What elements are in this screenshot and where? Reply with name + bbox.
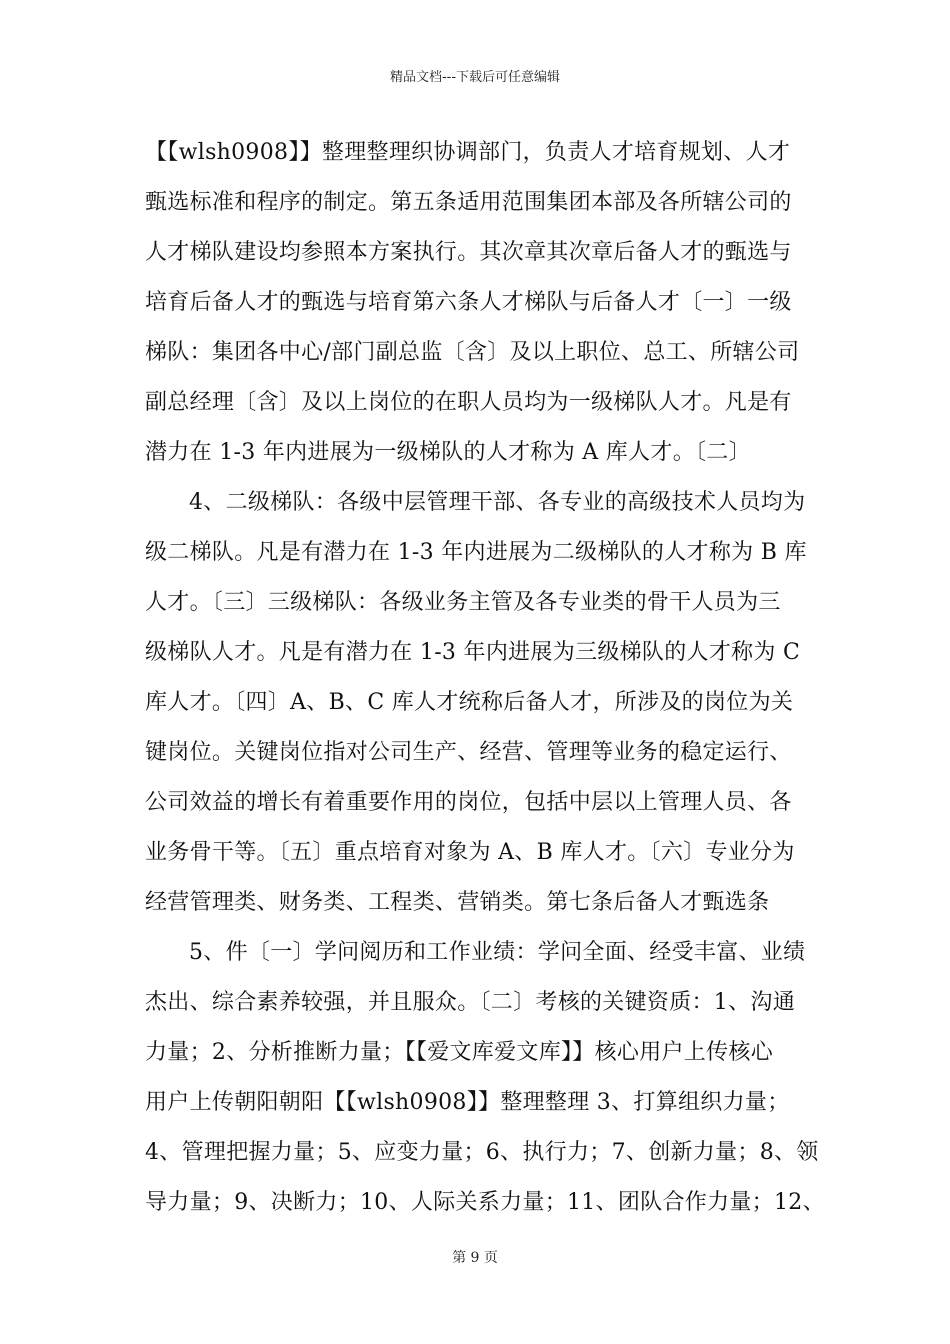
text-line: 潜力在 1-3 年内进展为一级梯队的人才称为 A 库人才。〔二〕 [145, 440, 751, 465]
text-line: 级二梯队。凡是有潜力在 1-3 年内进展为二级梯队的人才称为 B 库 [145, 540, 807, 565]
text-line: 4、管理把握力量；5、应变力量；6、执行力；7、创新力量；8、领 [145, 1140, 819, 1165]
text-line: 用户上传朝阳朝阳【【wlsh0908】】整理整理 3、打算组织力量； [145, 1090, 790, 1115]
text-line: 级梯队人才。凡是有潜力在 1-3 年内进展为三级梯队的人才称为 C [145, 640, 801, 665]
text-line: 培育后备人才的甄选与培育第六条人才梯队与后备人才〔一〕一级 [145, 290, 792, 315]
text-line: 经营管理类、财务类、工程类、营销类。第七条后备人才甄选条 [145, 890, 770, 915]
text-line: 导力量；9、决断力；10、人际关系力量；11、团队合作力量；12、 [145, 1190, 825, 1215]
text-line: 公司效益的增长有着重要作用的岗位，包括中层以上管理人员、各 [145, 790, 792, 815]
text-line: 力量；2、分析推断力量；【【爱文库爱文库】】核心用户上传核心 [145, 1040, 773, 1065]
text-line: 梯队：集团各中心/部门副总监〔含〕及以上职位、总工、所辖公司 [145, 340, 800, 365]
page-number: 第 9 页 [452, 1250, 498, 1266]
paragraph-start-line: 5、件〔一〕学问阅历和工作业绩：学问全面、经受丰富、业绩 [189, 940, 806, 965]
text-line: 副总经理〔含〕及以上岗位的在职人员均为一级梯队人才。凡是有 [145, 390, 792, 415]
text-line: 业务骨干等。〔五〕重点培育对象为 A、B 库人才。〔六〕专业分为 [145, 840, 795, 865]
text-line: 人才梯队建设均参照本方案执行。其次章其次章后备人才的甄选与 [145, 240, 792, 265]
text-line: 键岗位。关键岗位指对公司生产、经营、管理等业务的稳定运行、 [145, 740, 792, 765]
text-line: 【【wlsh0908】】整理整理织协调部门，负责人才培育规划、人才 [145, 140, 791, 165]
text-line: 库人才。〔四〕A、B、C 库人才统称后备人才，所涉及的岗位为关 [145, 690, 794, 715]
text-line: 人才。〔三〕三级梯队：各级业务主管及各专业类的骨干人员为三 [145, 590, 781, 615]
document-body [145, 128, 825, 1228]
text-line: 甄选标准和程序的制定。第五条适用范围集团本部及各所辖公司的 [145, 190, 792, 215]
text-line: 杰出、综合素养较强，并且服众。〔二〕考核的关键资质：1、沟通 [145, 990, 795, 1015]
paragraph-start-line: 4、二级梯队：各级中层管理干部、各专业的高级技术人员均为 [189, 490, 806, 515]
page-header: 精品文档---下载后可任意编辑 [389, 70, 561, 85]
